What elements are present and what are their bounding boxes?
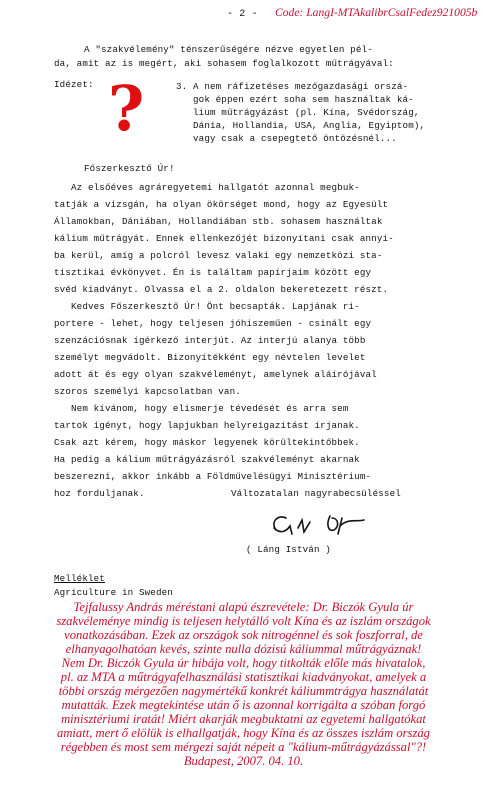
body-line: beszerezni, akkor inkább a Földművelésügyi Minisztérium- xyxy=(54,471,372,482)
intro-line-1: A "szakvélemény" ténszerűségére nézve egyetlen pél- xyxy=(84,44,373,55)
commentary-line: Nem Dr. Biczók Gyula úr hibája volt, hogy titkolták előle más hivatalok, xyxy=(61,656,426,670)
body-line: tartok igényt, hogy lapjukban helyreigazítást írjanak. xyxy=(54,420,360,431)
page-number: - 2 - xyxy=(227,9,258,20)
commentary-line: amiatt, mert ő elölük is elhallgatják, hogy Kína és az összes iszlám ország xyxy=(57,726,430,740)
attachment-item: Agriculture in Sweden xyxy=(54,587,173,598)
quote-line-1: 3. A nem ráfizetéses mezőgazdasági orszá- xyxy=(176,81,409,92)
body-line: adott át és egy olyan szakvéleményt, amelynek aláírójával xyxy=(54,369,377,380)
closing: Változatalan nagyrabecsüléssel xyxy=(231,488,401,499)
body-line: Csak azt kérem, hogy máskor legyenek körültekintőbbek. xyxy=(54,437,360,448)
body-line: tatják a vizsgán, ha olyan ökörséget mond, hogy az Egyesült xyxy=(54,199,389,210)
commentary-line: régebben és most sem mérgezi saját népeit a "kálium-műtrágyázással"?! xyxy=(60,740,427,754)
quote-line-3: lium műtrágyázást (pl. Kína, Svédország, xyxy=(176,107,420,118)
body-line: Államokban, Dániában, Hollandiában stb. sohasem használtak xyxy=(54,216,383,227)
question-mark-icon: ? xyxy=(108,72,145,145)
signatory-name: ( Láng István ) xyxy=(246,544,331,555)
commentary-line: mutatták. Ezek megtekintése után ő is azonnal korrigálta a szóban forgó xyxy=(61,698,426,712)
quote-line-5: vagy csak a csepegtető öntözésnél... xyxy=(176,133,397,144)
commentary-line: szakvéleménye mindig is teljesen helytálló volt Kína és az iszlám országok xyxy=(56,614,431,628)
body-line: Kedves Főszerkesztő Úr! Önt becsapták. Lapjának ri- xyxy=(54,301,360,312)
body-line: kálium műtrágyát. Ennek ellenkezőjét bizonyítani csak annyi- xyxy=(54,233,394,244)
body-line: Nem kívánom, hogy elismerje tévedését és arra sem xyxy=(54,403,349,414)
commentary-block xyxy=(0,600,487,768)
document-code: Code: LangI-MTAkalibrCsalFedez921005b xyxy=(275,6,478,19)
body-line: portere - lehet, hogy teljesen jóhiszeműen - csinált egy xyxy=(54,318,372,329)
commentary-line: többi ország mérgezően nagymértékű konkrét káliummtrágya használatát xyxy=(58,684,429,698)
body-line: hoz forduljanak. xyxy=(54,488,145,499)
body-line: Az elsőéves agráregyetemi hallgatót azonnal megbuk- xyxy=(54,182,360,193)
body-line: személyt megvádolt. Bizonyítékként egy névtelen levelet xyxy=(54,352,366,363)
quote-line-4: Dánia, Hollandia, USA, Anglia, Egyiptom), xyxy=(176,120,426,131)
body-line: ba kerül, amíg a polcról levesz valaki egy nemzetközi sta- xyxy=(54,250,383,261)
body-line: svéd kiadványt. Olvassa el a 2. oldalon bekeretezett részt. xyxy=(54,284,389,295)
handwritten-signature xyxy=(268,508,378,542)
quote-line-2: gok éppen ezért soha sem használtak ká- xyxy=(176,94,414,105)
salutation: Főszerkesztő Úr! xyxy=(84,163,175,174)
body-line: szoros személyi kapcsolatban van. xyxy=(54,386,241,397)
commentary-line: Tejfalussy András méréstani alapú észrevétele: Dr. Biczók Gyula úr xyxy=(73,600,414,614)
intro-line-2: da, amit az is megért, aki sohasem foglalkozott műtrágyával: xyxy=(54,58,394,69)
body-line: Ha pedig a kálium műtrágyázásról szakvéleményt akarnak xyxy=(54,454,360,465)
body-line: tisztikai évkönyvet. Én is találtam papírjaim között egy xyxy=(54,267,372,278)
attachment-label: Melléklet xyxy=(54,573,105,584)
commentary-line: elhanyagolhatóan kevés, szinte nulla dózisú káliummal műtrágyáznak! xyxy=(65,642,422,656)
commentary-line: vonatkozásában. Ezek az országok sok nitrogénnel és sok foszforral, de xyxy=(64,628,423,642)
quote-label: Idézet: xyxy=(54,79,94,90)
body-line: szenzációsnak ígérkező interjút. Az interjú alanya több xyxy=(54,335,366,346)
commentary-line: minisztériumi iratát! Miért akarják megbuktatni az egyetemi hallgatókat xyxy=(61,712,426,726)
commentary-line: pl. az MTA a műtrágyafelhasználási statisztikai kiadványokat, amelyek a xyxy=(60,670,427,684)
commentary-date: Budapest, 2007. 04. 10. xyxy=(183,754,304,768)
